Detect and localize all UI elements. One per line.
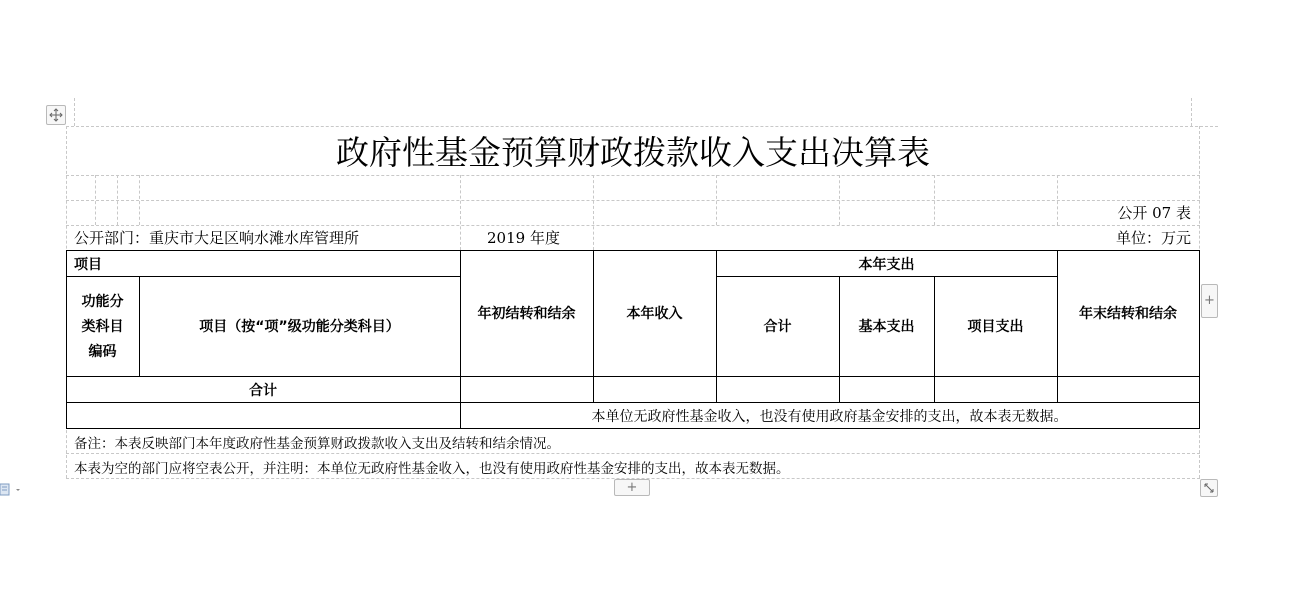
- unit-label: 单位：万元: [1115, 229, 1191, 247]
- grid-line: [593, 175, 594, 250]
- table-border: [66, 250, 1200, 251]
- table-border: [66, 428, 1200, 429]
- header-income: 本年收入: [626, 306, 683, 322]
- table-border: [66, 250, 67, 428]
- add-row-button[interactable]: [614, 479, 650, 496]
- table-border: [66, 376, 1200, 377]
- header-project: 项目: [74, 257, 102, 273]
- table-border: [1057, 250, 1058, 402]
- header-opening-balance: 年初结转和结余: [477, 306, 576, 322]
- note-line-1: 备注：本表反映部门本年度政府性基金预算财政拨款收入支出及结转和结余情况。: [74, 436, 560, 452]
- header-code-line1: 功能分: [81, 294, 124, 310]
- grid-line: [66, 225, 1200, 226]
- table-border: [716, 276, 1057, 277]
- fiscal-year: 2019 年度: [487, 229, 560, 247]
- grid-line: [66, 200, 1200, 201]
- table-resize-handle[interactable]: [1200, 479, 1218, 497]
- table-move-handle[interactable]: [46, 105, 66, 125]
- no-data-message: 本单位无政府性基金收入，也没有使用政府基金安排的支出，故本表无数据。: [591, 409, 1068, 425]
- header-code-line2: 类科目: [81, 319, 124, 335]
- table-border: [593, 250, 594, 402]
- grid-line: [716, 175, 717, 225]
- grid-line: [66, 453, 1200, 454]
- move-icon: [49, 108, 63, 122]
- header-project-name: 项目（按“项”级功能分类科目）: [199, 319, 400, 335]
- table-title: 政府性基金预算财政拨款收入支出决算表: [336, 133, 930, 172]
- note-line-2: 本表为空的部门应将空表公开，并注明：本单位无政府性基金收入，也没有使用政府性基金安排的支出，故本表无数据。: [74, 461, 790, 477]
- grid-line: [934, 175, 935, 225]
- table-border: [66, 402, 1200, 403]
- margin-guide: [1191, 98, 1192, 126]
- department-label: 公开部门：重庆市大足区响水滩水库管理所: [74, 229, 360, 247]
- add-column-button[interactable]: [1201, 284, 1218, 318]
- document-icon: [0, 483, 22, 497]
- header-expenditure: 本年支出: [858, 257, 915, 273]
- paste-options-button[interactable]: [0, 482, 22, 496]
- plus-icon: +: [626, 480, 638, 495]
- grid-line: [839, 175, 840, 225]
- grid-line: [66, 175, 1200, 176]
- table-border: [934, 276, 935, 402]
- total-row-label: 合计: [249, 383, 277, 399]
- header-basic: 基本支出: [858, 319, 915, 335]
- margin-guide: [74, 98, 75, 126]
- table-border: [460, 250, 461, 428]
- header-project-exp: 项目支出: [967, 319, 1024, 335]
- table-border: [1199, 250, 1200, 428]
- table-border: [66, 276, 460, 277]
- header-closing-balance: 年末结转和结余: [1079, 306, 1177, 322]
- header-code-line3: 编码: [88, 344, 117, 360]
- grid-line: [117, 175, 118, 225]
- grid-line: [139, 175, 140, 225]
- resize-icon: [1203, 482, 1215, 494]
- grid-line: [95, 175, 96, 225]
- plus-icon: +: [1204, 293, 1215, 308]
- grid-line: [460, 175, 461, 250]
- table-border: [839, 276, 840, 402]
- grid-line: [1057, 175, 1058, 225]
- header-exp-total: 合计: [763, 319, 792, 335]
- form-code: 公开 07 表: [1117, 204, 1191, 222]
